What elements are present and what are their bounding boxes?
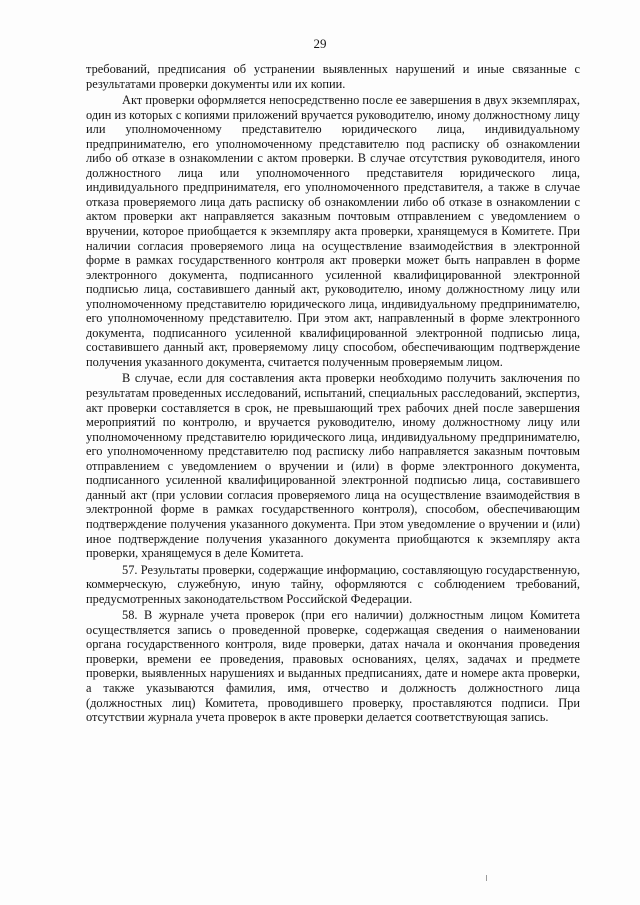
- document-body: [86, 62, 580, 727]
- paragraph-inspection-act: Акт проверки оформляется непосредственно после ее завершения в двух экземплярах, один из которых с копиями приложений вручается руководителю, иному должностному лицу или уполномоченному представителю юридического лица, индивидуальному предпринимателю, его уполномоченному представителю под расписку об ознакомлении либо об отказе в ознакомлении с актом проверки. В случае отсутствия руководителя, иного должностного лица или уполномоченного представителя юридического лица, индивидуального предпринимателя, его уполномоченного представителя, а также в случае отказа проверяемого лица дать расписку об ознакомлении либо об отказе в ознакомлении с актом проверки акт направляется заказным почтовым отправлением с уведомлением о вручении, которое приобщается к экземпляру акта проверки, хранящемуся в Комитете. При наличии согласия проверяемого лица на осуществление взаимодействия в электронной форме в рамках государственного контроля акт проверки может быть направлен в форме электронного документа, подписанного усиленной квалифицированной электронной подписью лица, составившего данный акт, руководителю, иному должностному лицу или уполномоченному представителю юридического лица, индивидуальному предпринимателю, его уполномоченному представителю. При этом акт, направленный в форме электронного документа, подписанного усиленной квалифицированной электронной подписью лица, составившего данный акт, проверяемому лицу способом, обеспечивающим подтверждение получения указанного документа, считается полученным проверяемым лицом.: [86, 93, 580, 369]
- paragraph-expert-conclusions: В случае, если для составления акта проверки необходимо получить заключения по результатам проведенных исследований, испытаний, специальных расследований, экспертиз, акт проверки составляется в срок, не превышающий трех рабочих дней после завершения мероприятий по контролю, и вручается руководителю, иному должностному лицу или уполномоченному представителю юридического лица, индивидуальному предпринимателю, его уполномоченному представителю под расписку либо направляется заказным почтовым отправлением с уведомлением о вручении и (или) в форме электронного документа, подписанного усиленной квалифицированной электронной подписью лица, составившего данный акт (при условии согласия проверяемого лица на осуществление взаимодействия в электронной форме в рамках государственного контроля), способом, обеспечивающим подтверждение получения указанного документа. При этом уведомление о вручении и (или) иное подтверждение получения указанного документа приобщаются к экземпляру акта проверки, хранящемуся в деле Комитета.: [86, 371, 580, 561]
- paragraph-item-57: 57. Результаты проверки, содержащие информацию, составляющую государственную, коммерческую, служебную, иную тайну, оформляются с соблюдением требований, предусмотренных законодательством Российской Федерации.: [86, 562, 580, 606]
- scan-artifact: [486, 875, 487, 881]
- page-number: 29: [313, 36, 327, 51]
- paragraph-continuation: требований, предписания об устранении выявленных нарушений и иные связанные с результатами проверки документы или их копии.: [86, 62, 580, 91]
- paragraph-item-58: 58. В журнале учета проверок (при его наличии) должностным лицом Комитета осуществляется запись о проведенной проверке, содержащая сведения о наименовании органа государственного контроля, виде проверки, датах начала и окончания проведения проверки, времени ее проведения, правовых основаниях, целях, задачах и предмете проверки, выявленных нарушениях и выданных предписаниях, дате и номере акта проверки, а также указываются фамилия, имя, отчество и должность должностного лица (должностных лиц) Комитета, проводившего проверку, проставляются подписи. При отсутствии журнала учета проверок в акте проверки делается соответствующая запись.: [86, 608, 580, 725]
